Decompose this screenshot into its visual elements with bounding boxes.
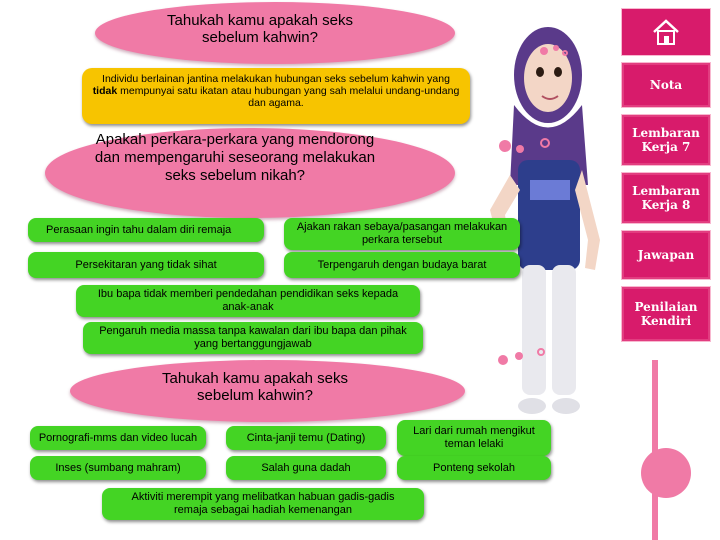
factor-box: Ibu bapa tidak memberi pendedahan pendidikan seks kepada anak-anak <box>76 285 420 317</box>
activity-box: Pornografi-mms dan video lucah <box>30 426 206 450</box>
decorative-dot <box>498 355 508 365</box>
nav-jawapan-button[interactable]: Jawapan <box>621 230 711 280</box>
activity-box: Cinta-janji temu (Dating) <box>226 426 386 450</box>
home-button[interactable] <box>621 8 711 56</box>
nav-nota-button[interactable]: Nota <box>621 62 711 108</box>
decorative-dot <box>553 45 559 51</box>
bottom-cloud-title: Tahukah kamu apakah seks sebelum kahwin? <box>162 370 348 405</box>
decorative-dot <box>540 138 550 148</box>
decorative-dot <box>516 145 524 153</box>
activity-box: Salah guna dadah <box>226 456 386 480</box>
nav-lembaran-kerja-7-button[interactable]: Lembaran Kerja 7 <box>621 114 711 166</box>
definition-line2: mempunyai satu ikatan atau hubungan yang sah melalui undang-undang dan agama. <box>117 85 460 110</box>
definition-emphasis: tidak <box>92 85 118 98</box>
activity-box: Inses (sumbang mahram) <box>30 456 206 480</box>
home-icon <box>651 17 681 47</box>
factor-box: Perasaan ingin tahu dalam diri remaja <box>28 218 264 242</box>
activity-box: Ponteng sekolah <box>397 456 551 480</box>
activity-box: Lari dari rumah mengikut teman lelaki <box>397 420 551 456</box>
activity-box: Aktiviti merempit yang melibatkan habuan gadis-gadis remaja sebagai hadiah kemenangan <box>102 488 424 520</box>
definition-box <box>82 68 470 124</box>
definition-line1: Individu berlainan jantina melakukan hubungan seks sebelum kahwin yang <box>102 73 450 85</box>
decorative-dot <box>562 50 568 56</box>
factor-box: Pengaruh media massa tanpa kawalan dari ibu bapa dan pihak yang bertanggungjawab <box>83 322 423 354</box>
decorative-dot <box>537 348 545 356</box>
decorative-dot <box>540 47 548 55</box>
factor-box: Ajakan rakan sebaya/pasangan melakukan perkara tersebut <box>284 218 520 250</box>
nav-lembaran-kerja-8-button[interactable]: Lembaran Kerja 8 <box>621 172 711 224</box>
decorative-circle <box>641 448 691 498</box>
factor-box: Persekitaran yang tidak sihat <box>28 252 264 278</box>
decorative-dot <box>499 140 511 152</box>
top-cloud-title: Tahukah kamu apakah seks sebelum kahwin? <box>167 12 353 47</box>
factor-box: Terpengaruh dengan budaya barat <box>284 252 520 278</box>
decorative-dot <box>515 352 523 360</box>
question-text: Apakah perkara-perkara yang mendorong dan mempengaruhi seseorang melakukan seks sebelum nikah? <box>94 131 376 184</box>
nav-penilaian-kendiri-button[interactable]: Penilaian Kendiri <box>621 286 711 342</box>
